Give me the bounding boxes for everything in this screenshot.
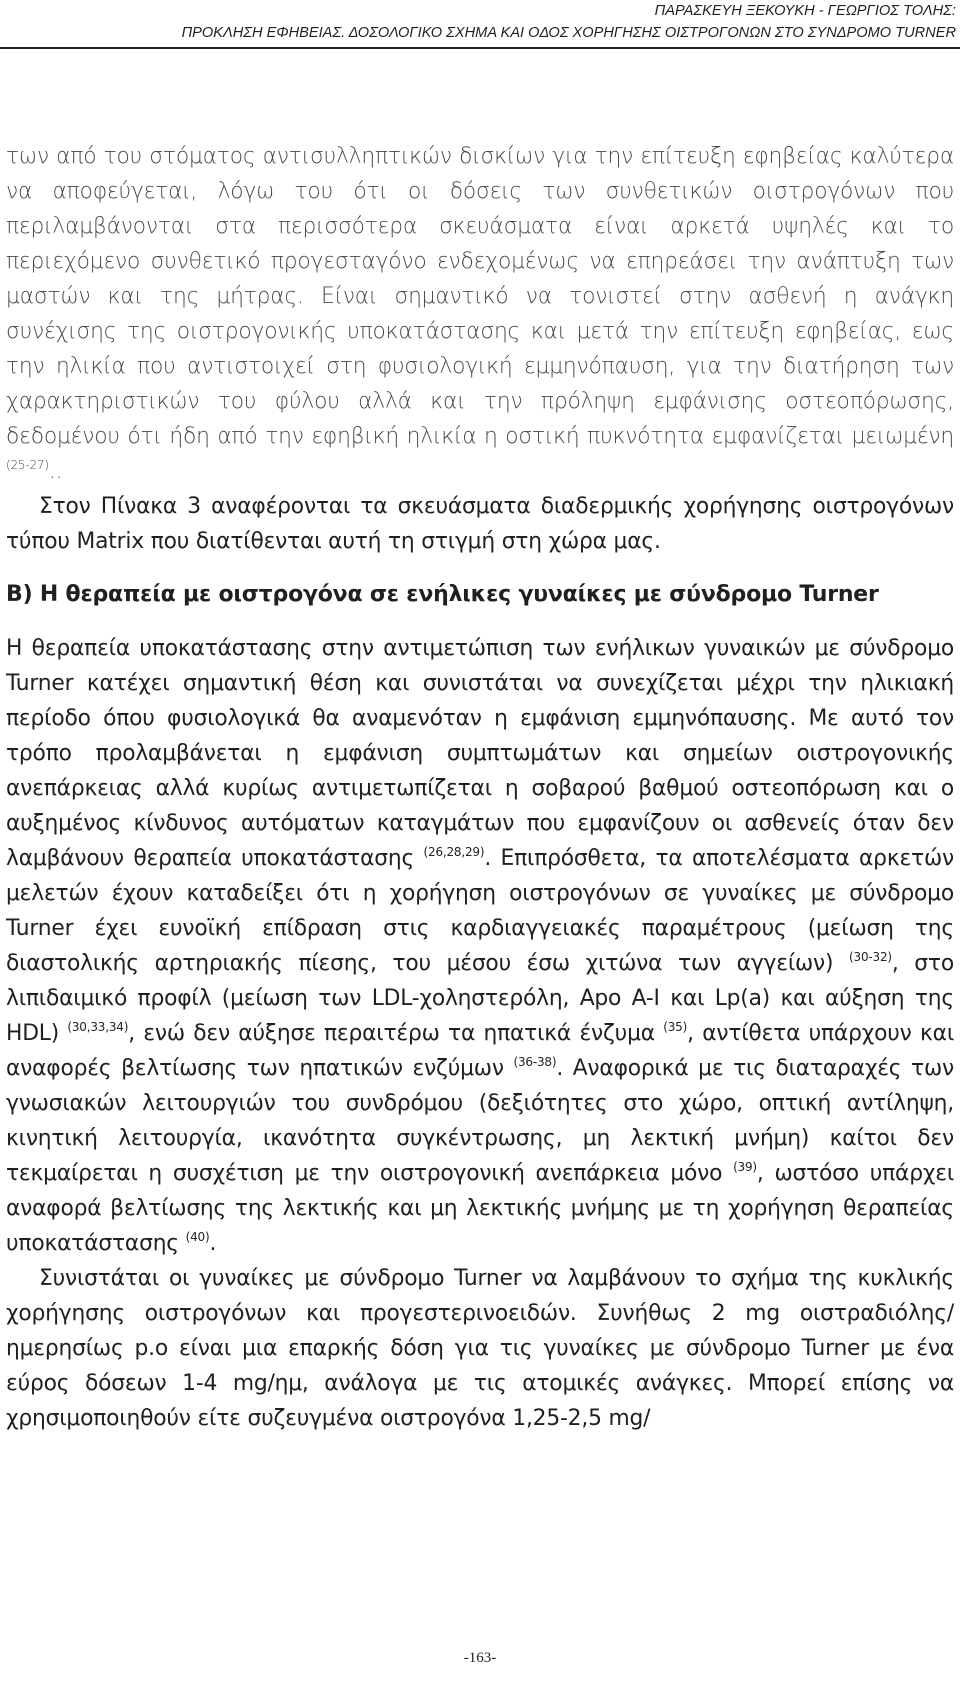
paragraph-3-text: , αντίθετα υπάρχουν και αναφορές βελτίωσης των ηπατικών ενζύμων	[6, 1021, 954, 1081]
citation-ref: (26,28,29)	[423, 845, 485, 859]
citation-ref: (35)	[663, 1020, 688, 1034]
page-number: -163-	[463, 1650, 497, 1666]
citation-ref: (30-32)	[849, 950, 892, 964]
citation-ref: (25-27)	[6, 458, 49, 472]
paragraph-3-text: . Αναφορικά με τις διαταραχές των γνωσιακών λειτουργιών του συνδρόμου (δεξιότητες στο χώρο, οπτική αντίληψη, κινητική λειτουργία, ικανότητα συγκέντρωσης, μη λεκτική μνήμη) καίτοι δεν τεκμαίρεται η συσχέτιση με την οιστρογονική ανεπάρκεια μόνο	[6, 1056, 955, 1186]
paragraph-2: Στον Πίνακα 3 αναφέρονται τα σκευάσματα διαδερμικής χορήγησης οιστρογόνων τύπου Matrix που διατίθενται αυτή τη στιγμή στη χώρα μας.	[6, 494, 954, 554]
header-title: ΠΡΟΚΛΗΣΗ ΕΦΗΒΕΙΑΣ. ΔΟΣΟΛΟΓΙΚΟ ΣΧΗΜΑ ΚΑΙ ΟΔΟΣ ΧΟΡΗΓΗΣΗΣ ΟΙΣΤΡΟΓΟΝΩΝ ΣΤΟ ΣΥΝΔΡΟΜΟ TURNER	[181, 25, 956, 41]
paragraph-3-text: .	[209, 1231, 217, 1256]
header-rule	[0, 47, 960, 49]
header-authors: ΠΑΡΑΣΚΕΥΗ ΞΕΚΟΥΚΗ - ΓΕΩΡΓΙΟΣ ΤΟΛΗΣ:	[654, 3, 956, 19]
paragraph-1-rest: Είναι σημαντικό να τονιστεί στην ασθενή η ανάγκη συνέχισης της οιστρογονικής υποκατάστασης και μετά την επίτευξη εφηβείας, εως την ηλικία που αντιστοιχεί στη φυσιολογική εμμηνόπαυση, για την διατήρηση των χαρακτηριστικών του φύλου αλλά και την πρόληψη εμφάνισης οστεοπόρωσης, δεδομένου ότι ήδη από την εφηβική ηλικία η οστική πυκνότητα εμφανίζεται μειωμένη	[6, 284, 954, 449]
paragraph-3-text: Η θεραπεία υποκατάστασης στην αντιμετώπιση των ενήλικων γυναικών με σύνδρομο Turner κατέχει σημαντική θέση και συνιστάται να συνεχίζεται μέχρι την ηλικιακή περίοδο όπου φυσιολογικά θα αναμενόταν η εμφάνιση εμμηνόπαυσης. Με αυτό τον τρόπο προλαμβάνεται η εμφάνιση συμπτωμάτων και σημείων οιστρογονικής ανεπάρκειας αλλά κυρίως αντιμετωπίζεται η σοβαρού βαθμού οστεοπόρωση και ο αυξημένος κίνδυνος αυτόματων καταγμάτων που εμφανίζουν οι ασθενείς όταν δεν λαμβάνουν θεραπεία υποκατάστασης	[6, 636, 954, 871]
article-body	[6, 139, 954, 1436]
paragraph-3-text: . Επιπρόσθετα, τα αποτελέσματα αρκετών μελετών έχουν καταδείξει ότι η χορήγηση οιστρογόνων σε γυναίκες με σύνδρομο Turner έχει ευνοϊκή επίδραση στις καρδιαγγειακές παραμέτρους (μείωση της διαστολικής αρτηριακής πίεσης, του μέσου έσω χιτώνα των αγγείων)	[6, 846, 954, 976]
paragraph-1-lead: των από του στόματος αντισυλληπτικών δισκίων για την επίτευξη εφηβείας καλύτερα να αποφεύγεται, λόγω του ότι οι δόσεις των συνθετικών οιστρογόνων που περιλαμβάνονται στα περισσότερα σκευάσματα είναι αρκετά υψηλές και το περιεχόμενο συνθετικό προγεσταγόνο ενδεχομένως να επηρεάσει την ανάπτυξη των μαστών και της μήτρας.	[6, 144, 954, 309]
paragraph-1-end: ..	[48, 459, 63, 484]
paragraph-3-text: , ενώ δεν αύξησε περαιτέρω τα ηπατικά ένζυμα	[128, 1021, 664, 1046]
citation-ref: (36-38)	[513, 1055, 557, 1069]
section-heading: Β) Η θεραπεία με οιστρογόνα σε ενήλικες γυναίκες με σύνδρομο Turner	[6, 582, 879, 607]
paragraph-3	[6, 631, 954, 1261]
paragraph-4: Συνιστάται οι γυναίκες με σύνδρομο Turner να λαμβάνουν το σχήμα της κυκλικής χορήγησης οιστρογόνων και προγεστερινοειδών. Συνήθως 2 mg οιστραδιόλης/ημερησίως p.o είναι μια επαρκής δόση για τις γυναίκες με σύνδρομο Turner με ένα εύρος δόσεων 1-4 mg/ημ, ανάλογα με τις ατομικές ανάγκες. Μπορεί επίσης να χρησιμοποιηθούν είτε συζευγμένα οιστρογόνα 1,25-2,5 mg/	[6, 1266, 954, 1431]
citation-ref: (40)	[185, 1230, 210, 1244]
citation-ref: (30,33,34)	[67, 1020, 129, 1034]
citation-ref: (39)	[733, 1160, 757, 1174]
paragraph-3-text: , ωστόσο υπάρχει αναφορά βελτίωσης της λεκτικής και μη λεκτικής μνήμης με τη χορήγηση θεραπείας υποκατάστασης	[6, 1161, 954, 1256]
running-header	[182, 0, 956, 44]
paragraph-1	[6, 139, 954, 489]
paragraph-3-text: , στο λιπιδαιμικό προφίλ (μείωση των LDL-χοληστερόλη, Apo A-I και Lp(a) και αύξηση της HDL)	[6, 951, 954, 1046]
